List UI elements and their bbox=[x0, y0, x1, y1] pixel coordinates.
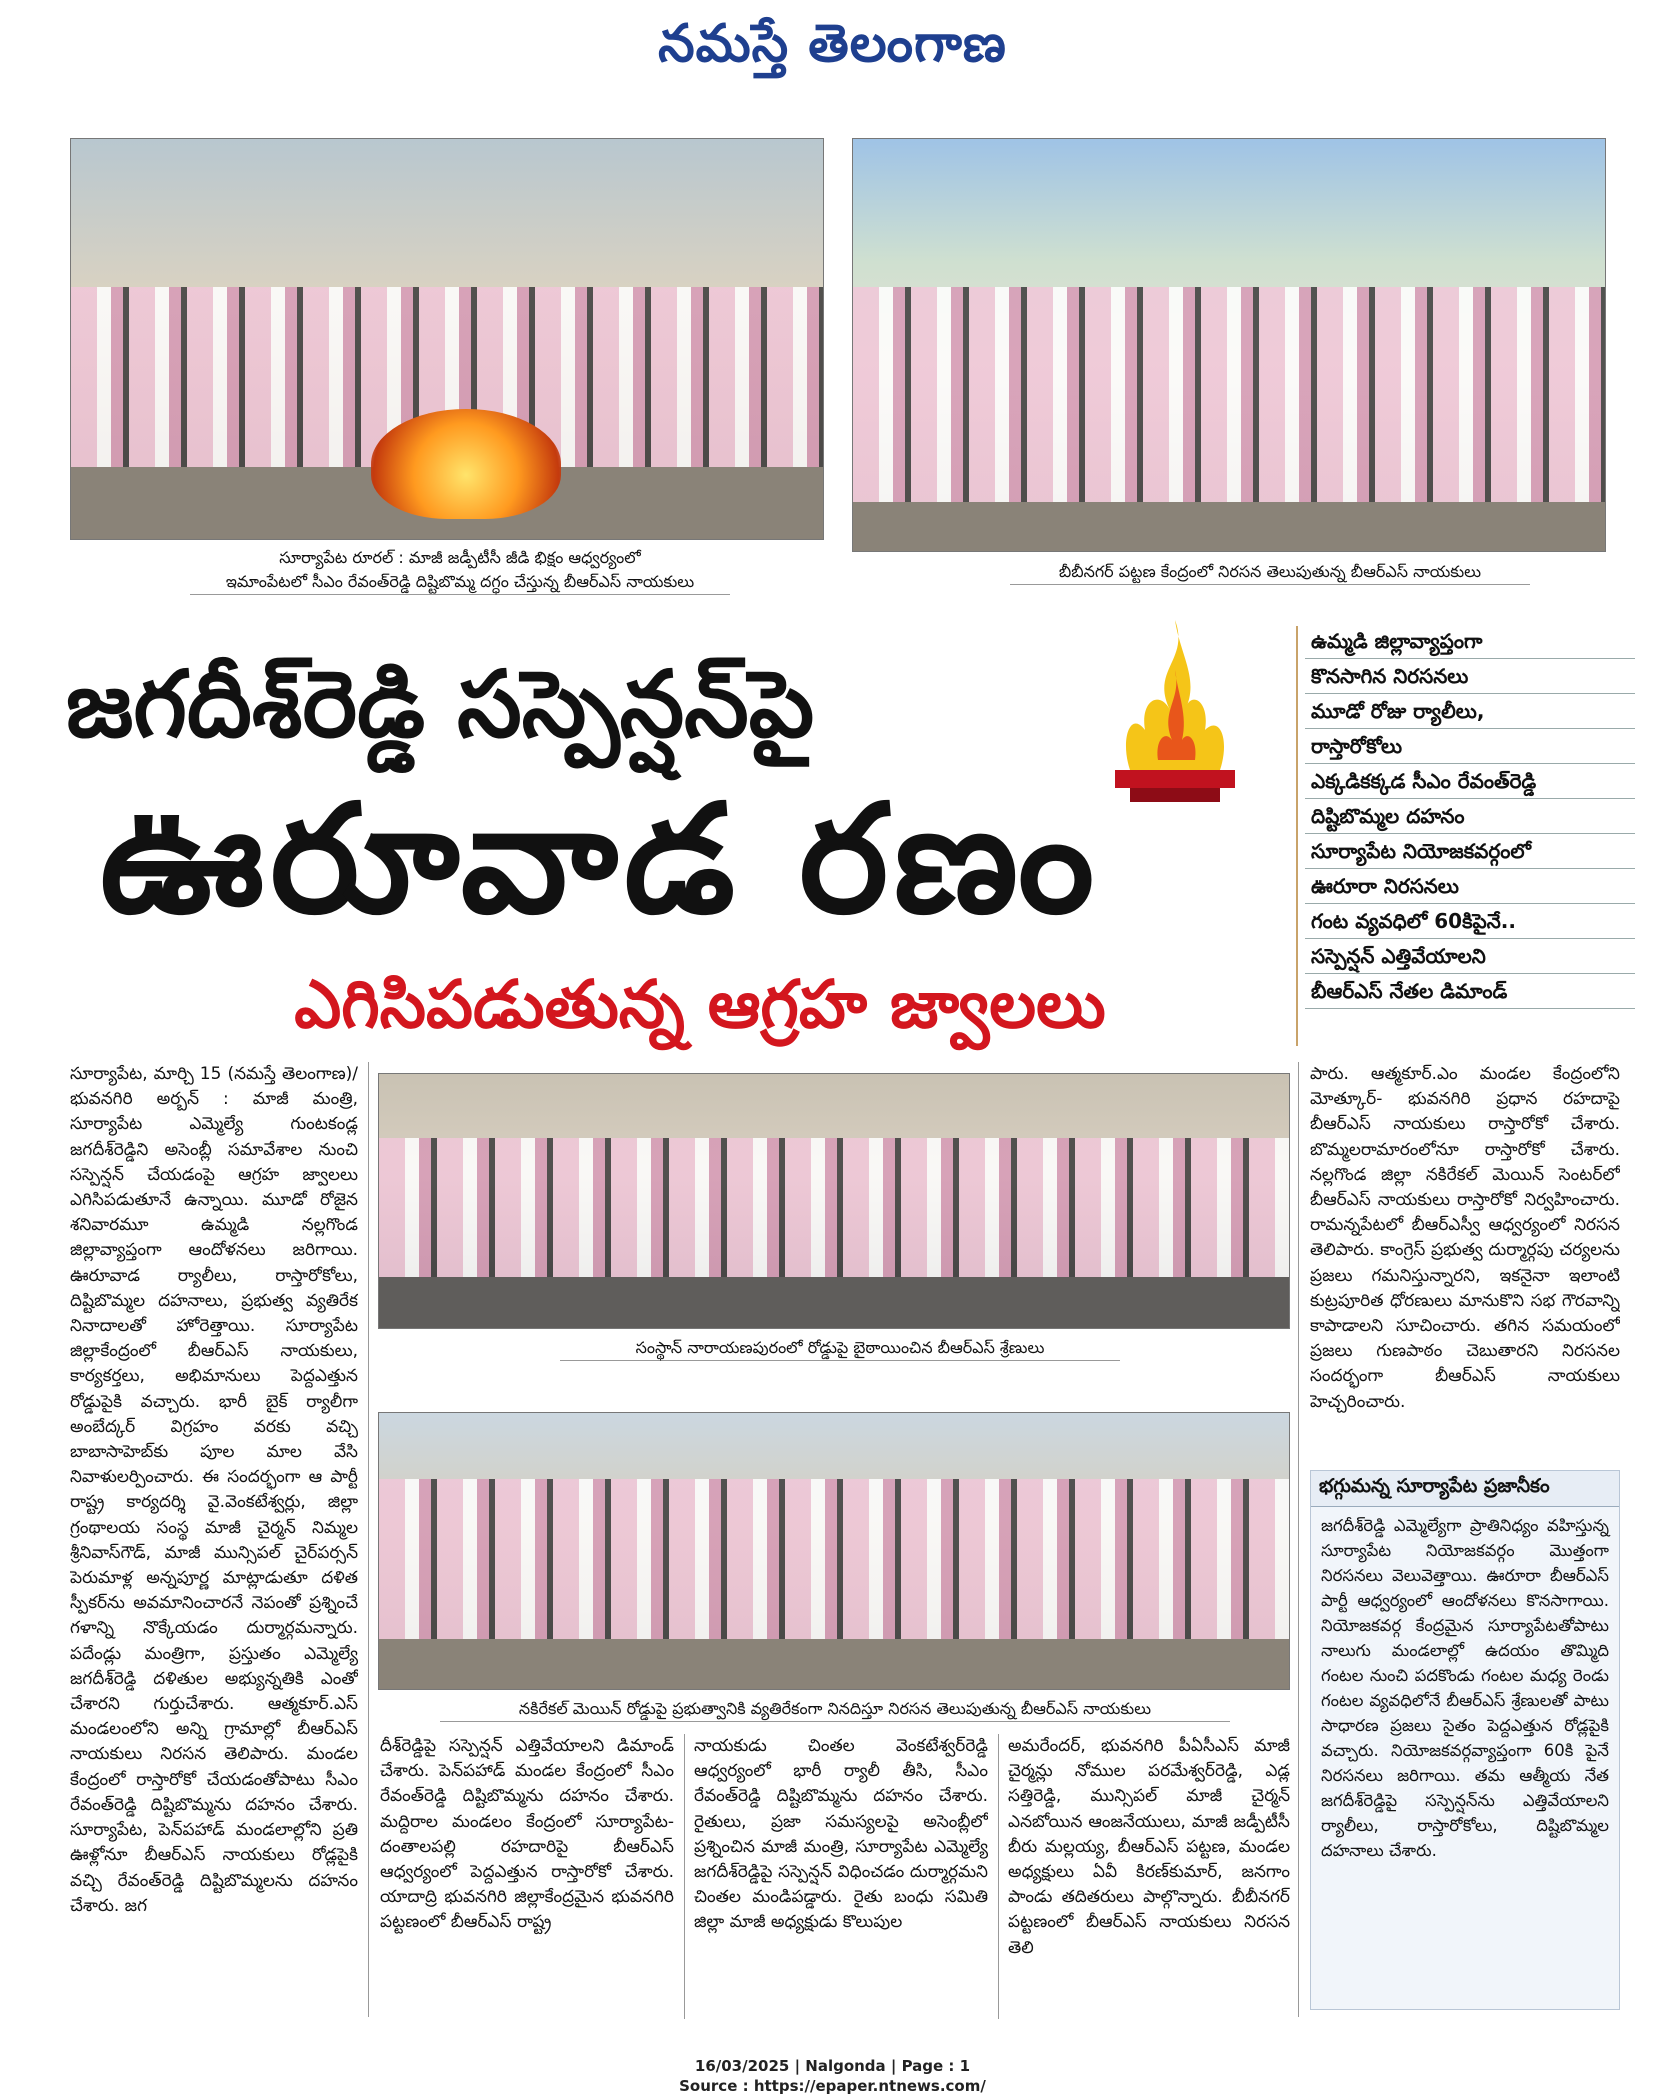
article-text: పారు. ఆత్మకూర్.ఎం మండల కేంద్రంలోని మోత్కూర్- భువనగిరి ప్రధాన రహదాపై బీఆర్‌ఎస్ నాయకులు రాస్తారోకో చేశారు. బొమ్మలరామారంలోనూ రాస్తారోకో చేశారు. నల్లగొండ జిల్లా నకిరేకల్ మెయిన్ సెంటర్‌లో బీఆర్‌ఎస్ నాయకులు రాస్తారోకో నిర్వహించారు. రామన్నపేటలో బీఆర్‌ఎస్వీ ఆధ్వర్యంలో నిరసన తెలిపారు. కాంగ్రెస్ ప్రభుత్వ దుర్మార్గపు చర్యలను ప్రజలు గమనిస్తున్నారని, ఇకనైనా ఇలాంటి కుట్రపూరిత ధోరణులు మానుకొని సభ గౌరవాన్ని కాపాడాలని సూచించారు. తగిన సమయంలో ప్రజలు గుణపాఠం చెబుతారని నిరసనల సందర్భంగా బీఆర్‌ఎస్ నాయకులు హెచ్చరించారు. bbox=[1310, 1064, 1620, 1412]
photo1-caption-line1: సూర్యాపేట రూరల్ : మాజీ జడ్పీటీసీ జీడి భిక్షం ఆధ్వర్యంలో bbox=[279, 548, 641, 567]
highlight-item: ఉమ్మడి జిల్లావ్యాప్తంగా bbox=[1305, 624, 1635, 659]
article-column-5 bbox=[1310, 1062, 1620, 1457]
subheadline: ఎగిసిపడుతున్న ఆగ్రహ జ్వాలలు bbox=[294, 966, 1106, 1043]
photo-effigy-burning bbox=[70, 138, 824, 540]
column-divider bbox=[368, 1062, 369, 2017]
footer-source: Source : https://epaper.ntnews.com/ bbox=[679, 2077, 986, 2095]
highlight-item: ఊరూరా నిరసనలు bbox=[1305, 869, 1635, 904]
article-text: నాయకుడు చింతల వెంకటేశ్వర్‌రెడ్డి ఆధ్వర్యంలో భారీ ర్యాలీ తీసి, సీఎం రేవంత్‌రెడ్డి దిష్టిబొమ్మను దహనం చేశారు. రైతులు, ప్రజా సమస్యలపై అసెంబ్లీలో ప్రశ్నించిన మాజీ మంత్రి, సూర్యాపేట ఎమ్మెల్యే జగదీశ్‌రెడ్డిపై సస్పెన్షన్ విధించడం దుర్మార్గమని చింతల మండిపడ్డారు. రైతు బంధు సమితి జిల్లా మాజీ అధ్యక్షుడు కొలుపుల bbox=[694, 1736, 988, 1933]
photo-ground bbox=[379, 1639, 1289, 1689]
photo-ground bbox=[379, 1277, 1289, 1328]
article-text: సూర్యాపేట, మార్చి 15 (నమస్తే తెలంగాణ)/భువనగిరి అర్బన్ : మాజీ మంత్రి, సూర్యాపేట ఎమ్మెల్యే గుంటకండ్ల జగదీశ్‌రెడ్డిని అసెంబ్లీ సమావేశాల నుంచి సస్పెన్షన్ చేయడంపై ఆగ్రహ జ్వాలలు ఎగిసిపడుతూనే ఉన్నాయి. మూడో రోజైన శనివారమూ ఉమ్మడి నల్లగొండ జిల్లావ్యాప్తంగా ఆందోళనలు జరిగాయి. ఊరూవాడ ర్యాలీలు, రాస్తారోకోలు, దిష్టిబొమ్మల దహనాలు, ప్రభుత్వ వ్యతిరేక నినాదాలతో హోరెత్తాయి. సూర్యాపేట జిల్లాకేంద్రంలో బీఆర్‌ఎస్ నాయకులు, కార్యకర్తలు, అభిమానులు పెద్దఎత్తున రోడ్డుపైకి వచ్చారు. భారీ బైక్ ర్యాలీగా అంబేద్కర్ విగ్రహం వరకు వచ్చి బాబాసాహెబ్‌కు పూల మాల వేసి నివాళులర్పించారు. ఈ సందర్భంగా ఆ పార్టీ రాష్ట్ర కార్యదర్శి వై.వెంకటేశ్వర్లు, జిల్లా గ్రంథాలయ సంస్థ మాజీ చైర్మన్ నిమ్మల శ్రీనివాస్‌గౌడ్, మాజీ మున్సిపల్ చైర్‌పర్సన్ పెరుమాళ్ల అన్నపూర్ణ మాట్లాడుతూ దళిత స్పీకర్‌ను అవమానించారనే నెపంతో ప్రశ్నించే గళాన్ని నొక్కేయడం దుర్మార్గమన్నారు. పదేండ్లు మంత్రిగా, ప్రస్తుతం ఎమ్మెల్యే జగదీశ్‌రెడ్డి దళితుల అభ్యున్నతికి ఎంతో చేశారని గుర్తుచేశారు. ఆత్మకూర్.ఎస్ మండలంలోని అన్ని గ్రామాల్లో బీఆర్‌ఎస్ నాయకులు నిరసన తెలిపారు. మండల కేంద్రంలో రాస్తారోకో చేయడంతోపాటు సీఎం రేవంత్‌రెడ్డి దిష్టిబొమ్మను దహనం చేశారు. సూర్యాపేట, పెన్‌పహాడ్ మండలాల్లోని ప్రతి ఊళ్లోనూ బీఆర్‌ఎస్ నాయకులు రోడ్లపైకి వచ్చి రేవంత్‌రెడ్డి దిష్టిబొమ్మలను దహనం చేశారు. జగ bbox=[70, 1064, 358, 1916]
highlight-item: ఎక్కడికక్కడ సీఎం రేవంత్‌రెడ్డి bbox=[1305, 764, 1635, 799]
photo-nakrekal-protest bbox=[378, 1412, 1290, 1690]
highlight-item: బీఆర్‌ఎస్ నేతల డిమాండ్ bbox=[1305, 974, 1635, 1009]
highlight-item: కొనసాగిన నిరసనలు bbox=[1305, 659, 1635, 694]
headline-line2: ఊరూవాడ రణం bbox=[100, 773, 1101, 947]
sidebox bbox=[1310, 1470, 1620, 2010]
article-column-2 bbox=[380, 1734, 674, 2019]
photo-narayanapuram-sit-in bbox=[378, 1073, 1290, 1329]
article-text: దీశ్‌రెడ్డిపై సస్పెన్షన్ ఎత్తివేయాలని డిమాండ్ చేశారు. పెన్‌పహాడ్ మండల కేంద్రంలో సీఎం రేవంత్‌రెడ్డి దిష్టిబొమ్మను దహనం చేశారు. మద్దిరాల మండలం కేంద్రంలో సూర్యాపేట-దంతాలపల్లి రహదారిపై బీఆర్‌ఎస్ ఆధ్వర్యంలో పెద్దఎత్తున రాస్తారోకో చేశారు. యాదాద్రి భువనగిరి జిల్లాకేంద్రమైన భువనగిరి పట్టణంలో బీఆర్‌ఎస్ రాష్ట్ర bbox=[380, 1736, 674, 1933]
highlight-rule bbox=[1296, 626, 1298, 1046]
photo-crowd bbox=[379, 1479, 1289, 1639]
footer bbox=[0, 2056, 1665, 2096]
photo-bibinagar-protest bbox=[852, 138, 1606, 552]
flame-icon bbox=[1090, 610, 1260, 810]
photo1-caption bbox=[190, 546, 730, 595]
article-column-1 bbox=[70, 1062, 358, 2017]
photo-crowd bbox=[379, 1138, 1289, 1278]
footer-date-edition: 16/03/2025 | Nalgonda | Page : 1 bbox=[694, 2057, 971, 2075]
masthead bbox=[0, 0, 1665, 90]
article-column-3 bbox=[694, 1734, 988, 2019]
column-divider bbox=[1298, 1062, 1299, 2017]
newspaper-name: నమస్తే తెలంగాణ bbox=[658, 14, 1007, 74]
highlight-item: సూర్యాపేట నియోజకవర్గంలో bbox=[1305, 834, 1635, 869]
highlight-item: సస్పెన్షన్ ఎత్తివేయాలని bbox=[1305, 939, 1635, 974]
fire-icon bbox=[371, 409, 561, 519]
photo3-caption: సంస్థాన్ నారాయణపురంలో రోడ్డుపై బైఠాయించిన బీఆర్‌ఎస్ శ్రేణులు bbox=[560, 1336, 1120, 1361]
photo2-caption: బీబీనగర్ పట్టణ కేంద్రంలో నిరసన తెలుపుతున్న బీఆర్‌ఎస్ నాయకులు bbox=[1010, 560, 1530, 585]
highlight-item: గంట వ్యవధిలో 60కిపైనే.. bbox=[1305, 904, 1635, 939]
highlight-item: దిష్టిబొమ్మల దహనం bbox=[1305, 799, 1635, 834]
highlight-item: రాస్తారోకోలు bbox=[1305, 729, 1635, 764]
photo-ground bbox=[853, 502, 1605, 551]
sidebox-body: జగదీశ్‌రెడ్డి ఎమ్మెల్యేగా ప్రాతినిధ్యం వహిస్తున్న సూర్యాపేట నియోజకవర్గం మొత్తంగా నిరసనలు వెలువెత్తాయి. ఊరూరా బీఆర్‌ఎస్ పార్టీ ఆధ్వర్యంలో ఆందోళనలు కొనసాగాయి. నియోజకవర్గ కేంద్రమైన సూర్యాపేటతోపాటు నాలుగు మండలాల్లో ఉదయం తొమ్మిది గంటల నుంచి పదకొండు గంటల మధ్య రెండు గంటల వ్యవధిలోనే బీఆర్‌ఎస్ శ్రేణులతో పాటు సాధారణ ప్రజలు సైతం పెద్దఎత్తున రోడ్లపైకి వచ్చారు. నియోజకవర్గవ్యాప్తంగా 60కి పైనే నిరసనలు జరిగాయి. తమ ఆత్మీయ నేత జగదీశ్‌రెడ్డిపై సస్పెన్షన్‌ను ఎత్తివేయాలని ర్యాలీలు, రాస్తారోకోలు, దిష్టిబొమ్మల దహనాలు చేశారు. bbox=[1321, 1516, 1609, 1860]
article-column-4 bbox=[1008, 1734, 1290, 2019]
highlight-item: మూడో రోజు ర్యాలీలు, bbox=[1305, 694, 1635, 729]
highlights-list bbox=[1305, 624, 1635, 1009]
article-text: అమరేందర్, భువనగిరి పీఏసీఎస్ మాజీ చైర్మన్లు నోముల పరమేశ్వర్‌రెడ్డి, ఎడ్ల సత్తిరెడ్డి, మున్సిపల్ మాజీ చైర్మన్ ఎనబోయిన ఆంజనేయులు, మాజీ జడ్పీటీసీ బీరు మల్లయ్య, బీఆర్‌ఎస్ పట్టణ, మండల అధ్యక్షులు ఏవీ కిరణ్‌కుమార్, జనగాం పాండు తదితరులు పాల్గొన్నారు. బీబీనగర్ పట్టణంలో బీఆర్‌ఎస్ నాయకులు నిరసన తెలి bbox=[1008, 1736, 1290, 1958]
column-divider bbox=[998, 1734, 999, 2019]
column-divider bbox=[684, 1734, 685, 2019]
photo1-caption-line2: ఇమాంపేటలో సీఎం రేవంత్‌రెడ్డి దిష్టిబొమ్మ దగ్ధం చేస్తున్న బీఆర్‌ఎస్ నాయకులు bbox=[225, 572, 695, 591]
photo4-caption: నకిరేకల్ మెయిన్ రోడ్డుపై ప్రభుత్వానికి వ్యతిరేకంగా నినదిస్తూ నిరసన తెలుపుతున్న బీఆర్‌ఎస్ నాయకులు bbox=[440, 1697, 1230, 1722]
sidebox-title: భగ్గుమన్న సూర్యాపేట ప్రజానీకం bbox=[1311, 1471, 1619, 1507]
photo-crowd bbox=[853, 287, 1605, 501]
headline-line1: జగదీశ్‌రెడ్డి సస్పెన్షన్‌పై bbox=[66, 651, 815, 758]
